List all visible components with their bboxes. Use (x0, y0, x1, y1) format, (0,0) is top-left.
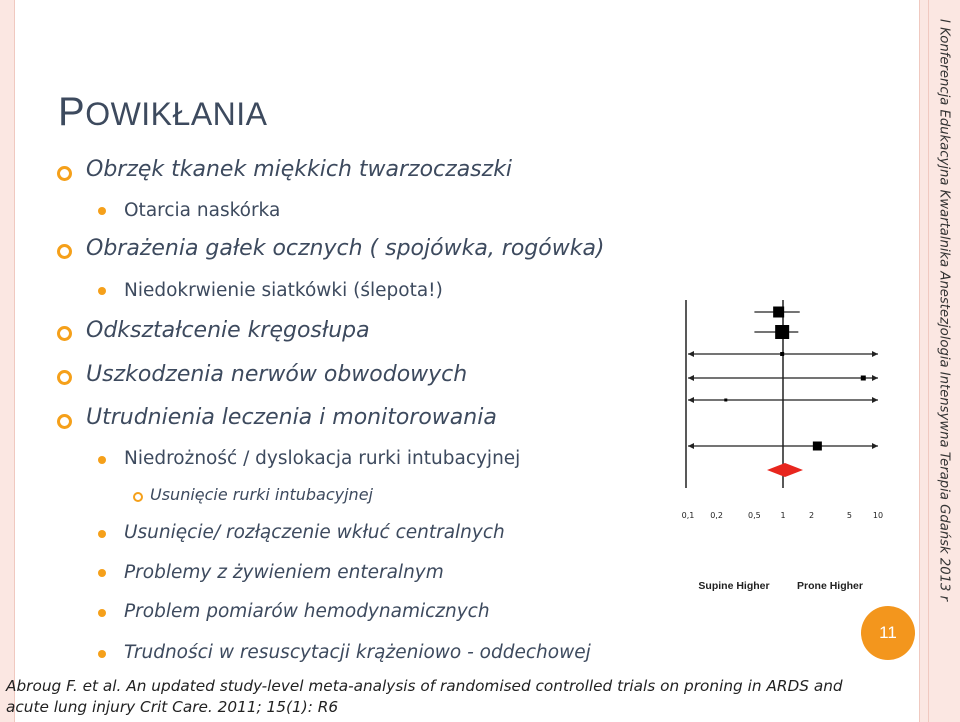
slide-title (58, 90, 268, 135)
axis-tick-label: 0,2 (710, 511, 723, 520)
study-marker (861, 376, 866, 381)
forest-plot (676, 292, 894, 602)
list-item: Problem pomiarów hemodynamicznych (124, 601, 490, 622)
page-number: 11 (879, 623, 897, 642)
ci-arrow-right (872, 375, 878, 381)
label-prone-higher: Prone Higher (797, 580, 863, 592)
axis-tick-label: 2 (809, 511, 815, 520)
list-item: Obrzęk tkanek miękkich twarzoczaszki (86, 157, 513, 182)
bullet-ring-icon (57, 166, 72, 181)
conference-caption: I Konferencja Edukacyjna Kwartalnika Anestezjologia Intensywna Terapia Gdańsk 2013 r (936, 18, 952, 602)
ci-arrow-left (688, 351, 694, 357)
bullet-ring-icon (57, 414, 72, 429)
list-item: Problemy z żywieniem enteralnym (124, 562, 444, 583)
left-decorative-stripe (0, 0, 15, 722)
ci-arrow-left (688, 443, 694, 449)
list-item: Usunięcie/ rozłączenie wkłuć centralnych (124, 522, 505, 543)
study-marker (724, 399, 727, 402)
ci-arrow-right (872, 351, 878, 357)
ci-arrow-right (872, 397, 878, 403)
bullet-dot-icon (98, 609, 106, 617)
study-marker (775, 325, 789, 339)
list-item: Trudności w resuscytacji krążeniowo - oddechowej (124, 642, 591, 663)
title-first-letter: P (58, 90, 86, 134)
bullet-dot-icon (98, 287, 106, 295)
axis-tick-label: 0,5 (748, 511, 761, 520)
ci-arrow-left (688, 397, 694, 403)
axis-tick-label: 10 (872, 511, 884, 520)
list-item: Uszkodzenia nerwów obwodowych (86, 362, 468, 387)
study-marker (813, 442, 822, 451)
title-rest: OWIKŁANIA (85, 96, 268, 132)
axis-tick-label: 1 (780, 511, 786, 520)
label-supine-higher: Supine Higher (698, 580, 770, 592)
pooled-diamond (767, 463, 803, 477)
bullet-dot-icon (98, 569, 106, 577)
ci-arrow-left (688, 375, 694, 381)
axis-tick-label: 5 (846, 511, 852, 520)
study-marker (780, 352, 784, 356)
bullet-dot-icon (98, 456, 106, 464)
reference-citation (6, 676, 906, 718)
list-item: Usunięcie rurki intubacyjnej (150, 485, 373, 504)
bullet-dot-icon (98, 530, 106, 538)
bullet-ring-icon (133, 492, 143, 502)
right-decorative-stripe (919, 0, 928, 722)
list-item: Utrudnienia leczenia i monitorowania (86, 405, 497, 430)
bullet-dot-icon (98, 650, 106, 658)
forest-plot-image (676, 292, 894, 602)
bullet-dot-icon (98, 207, 106, 215)
list-item: Obrażenia gałek ocznych ( spojówka, rogówka) (86, 236, 605, 261)
list-item: Niedokrwienie siatkówki (ślepota!) (124, 280, 443, 301)
study-marker (773, 307, 784, 318)
list-item: Niedrożność / dyslokacja rurki intubacyjnej (124, 448, 521, 469)
bullet-ring-icon (57, 370, 72, 385)
ci-arrow-right (872, 443, 878, 449)
reference-line-2: acute lung injury Crit Care. 2011; 15(1): R6 (6, 698, 339, 716)
list-item: Odkształcenie kręgosłupa (86, 318, 370, 343)
bullet-ring-icon (57, 244, 72, 259)
reference-line-1: Abroug F. et al. An updated study-level meta-analysis of randomised controlled trials on proning in ARDS and (6, 677, 843, 695)
axis-tick-label: 0,1 (681, 511, 695, 520)
page-number-badge (861, 606, 915, 660)
list-item: Otarcia naskórka (124, 200, 281, 221)
bullet-ring-icon (57, 326, 72, 341)
